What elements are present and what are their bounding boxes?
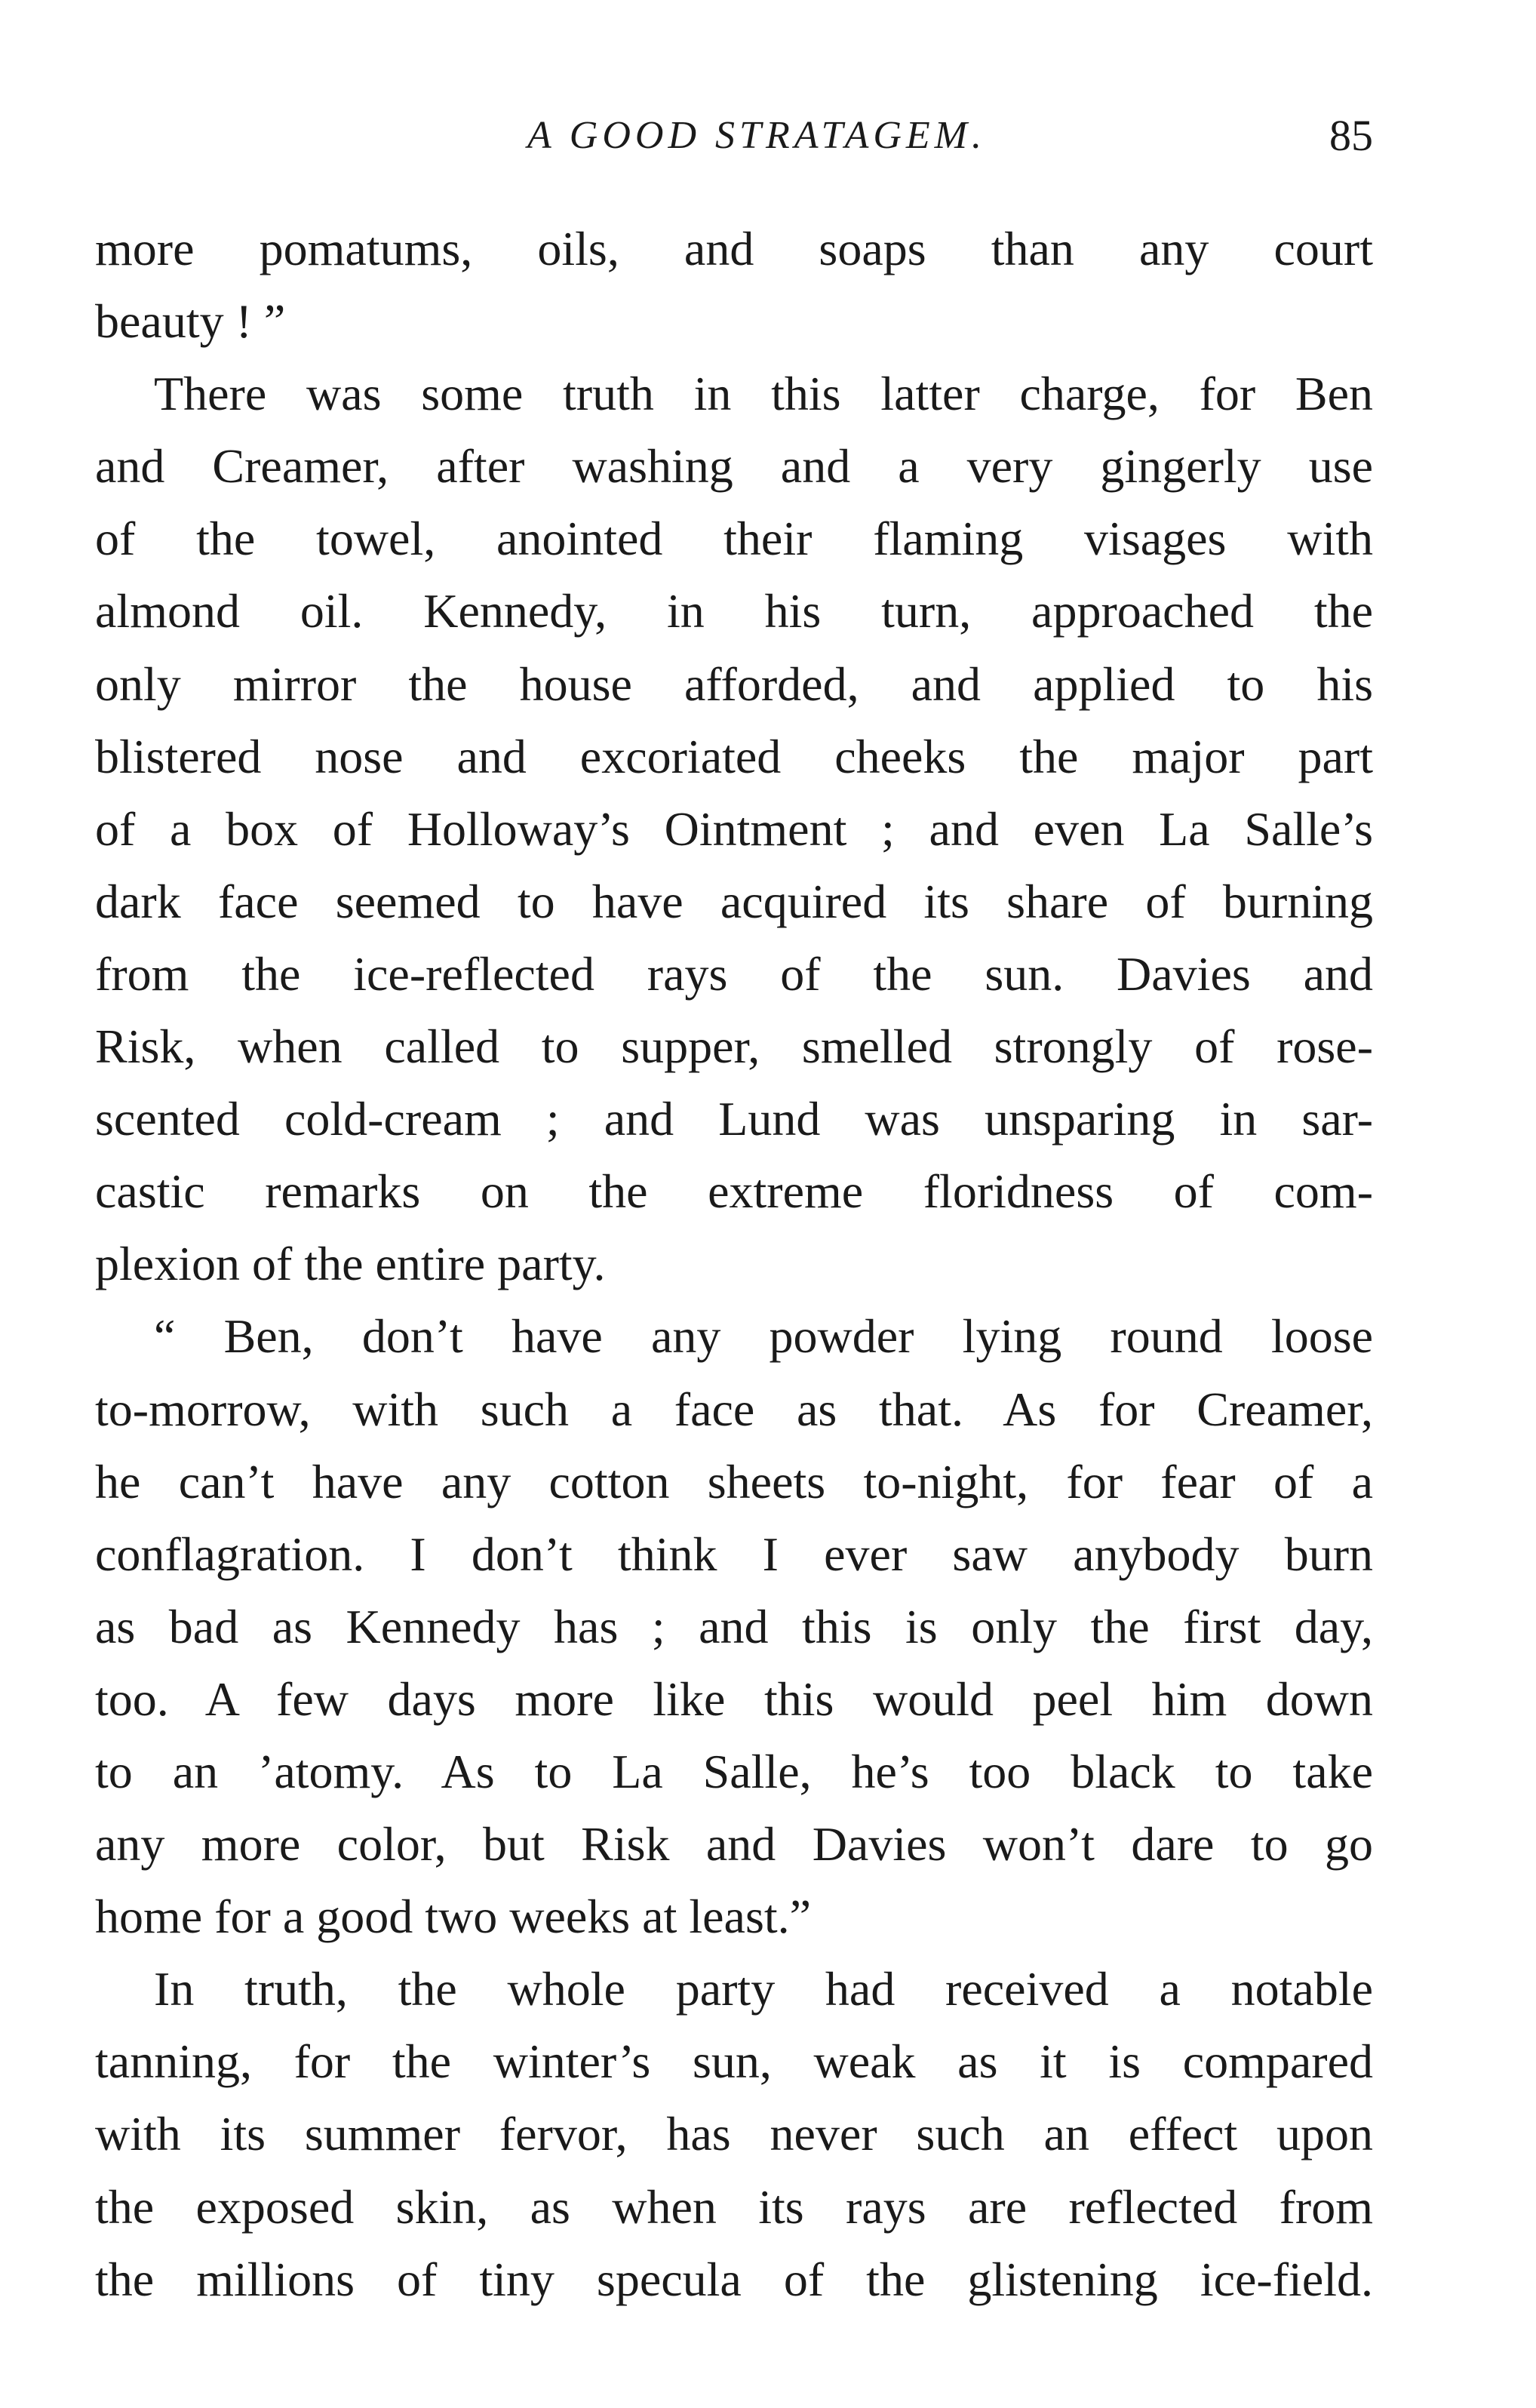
page-number: 85 [1329,111,1373,160]
text-line: of the towel, anointed their flaming visages with [95,512,1373,566]
text-line: “ Ben, don’t have any powder lying round loose [154,1309,1373,1364]
text-line: Risk, when called to supper, smelled strongly of rose- [95,1019,1373,1074]
text-line: dark face seemed to have acquired its share of burning [95,874,1373,928]
text-line: tanning, for the winter’s sun, weak as it is compared [95,2034,1373,2089]
text-line: scented cold-cream ; and Lund was unsparing in sar- [95,1092,1373,1146]
text-line: conflagration. I don’t think I ever saw anybody burn [95,1527,1373,1581]
text-line: plexion of the entire party. [95,1237,606,1291]
text-line: of a box of Holloway’s Ointment ; and even La Salle’s [95,801,1373,856]
text-line: from the ice-reflected rays of the sun. Davies and [95,946,1373,1001]
text-line: almond oil. Kennedy, in his turn, approached the [95,584,1373,638]
text-line: any more color, but Risk and Davies won’t dare to go [95,1817,1373,1871]
text-line: beauty ! ” [95,294,286,349]
body-text [95,213,1373,2316]
text-line: too. A few days more like this would peel him down [95,1671,1373,1726]
text-line: the millions of tiny specula of the glistening ice-field. [95,2252,1373,2306]
text-line: and Creamer, after washing and a very gingerly use [95,439,1373,494]
text-line: with its summer fervor, has never such an effect upon [95,2107,1373,2161]
text-line: as bad as Kennedy has ; and this is only the first day, [95,1599,1373,1653]
text-line: more pomatums, oils, and soaps than any court [95,222,1373,275]
text-line: only mirror the house afforded, and applied to his [95,657,1373,711]
text-line: to-morrow, with such a face as that. As for Creamer, [95,1382,1373,1436]
text-line: he can’t have any cotton sheets to-night, for fear of a [95,1454,1373,1508]
text-line: blistered nose and excoriated cheeks the major part [95,729,1373,783]
running-title: A GOOD STRATAGEM. [527,114,986,157]
text-line: the exposed skin, as when its rays are reflected from [95,2179,1373,2234]
running-head [95,106,1373,166]
text-line: castic remarks on the extreme floridness of com- [95,1164,1373,1219]
text-line: to an ’atomy. As to La Salle, he’s too black to take [95,1744,1373,1798]
text-line: home for a good two weeks at least.” [95,1890,812,1944]
text-line: In truth, the whole party had received a notable [154,1962,1373,2016]
text-line: There was some truth in this latter charge, for Ben [154,367,1373,421]
